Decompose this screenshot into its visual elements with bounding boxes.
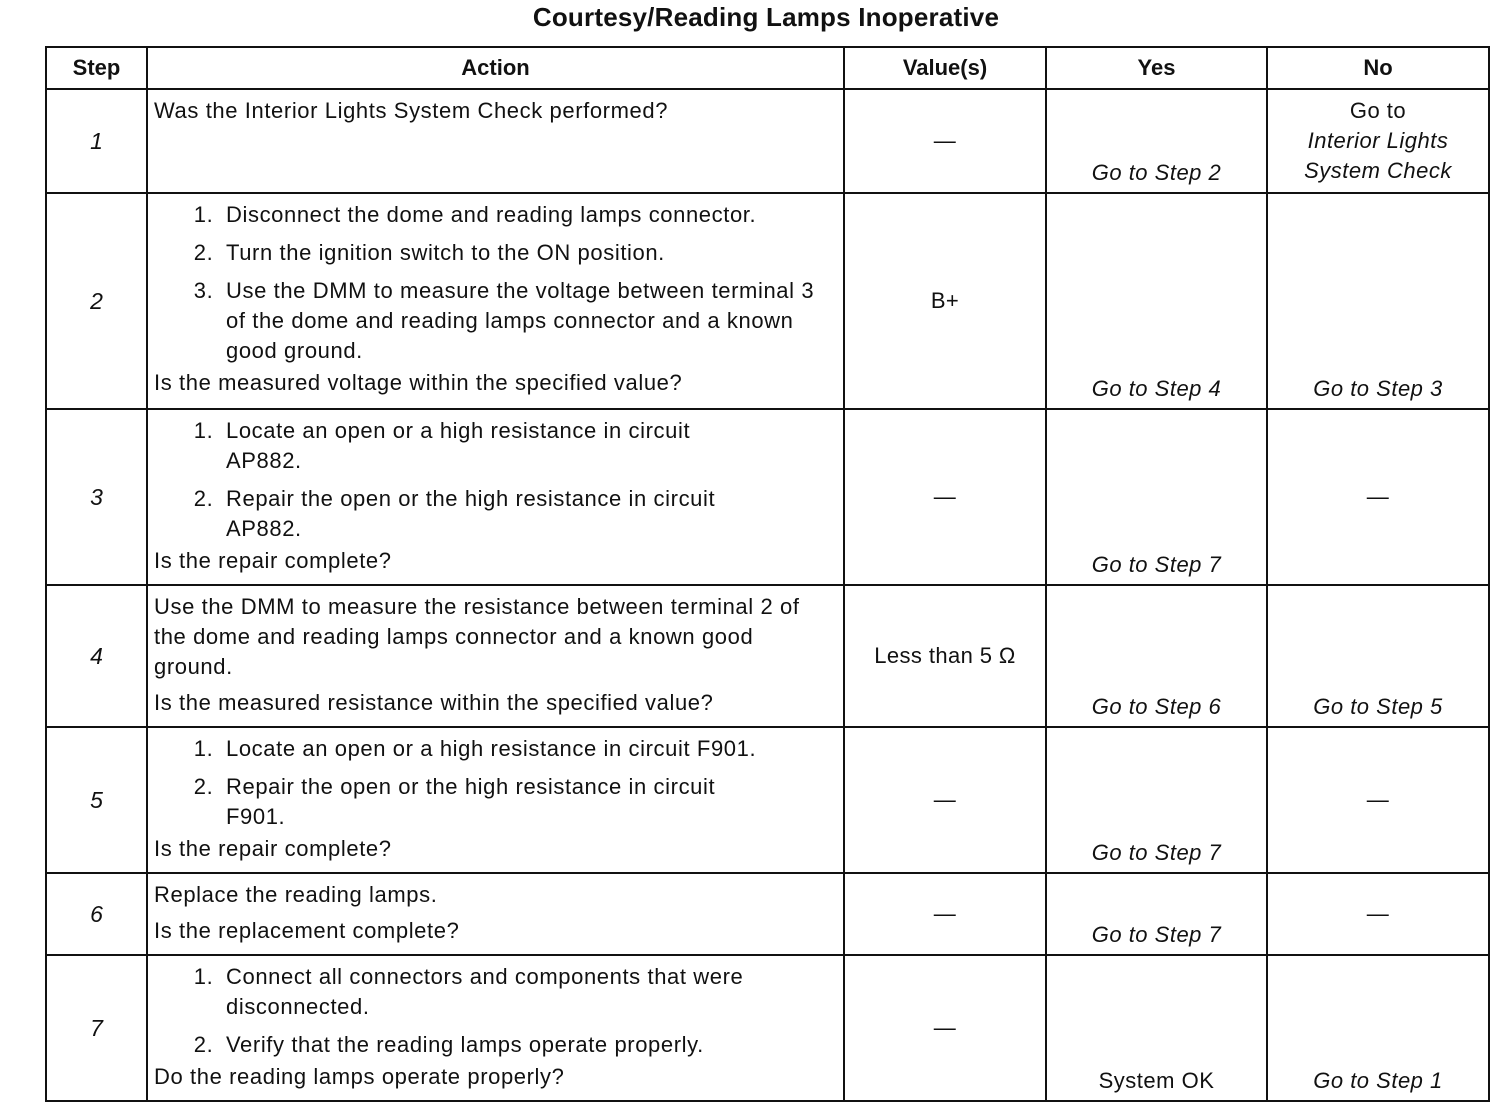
action-question: Do the reading lamps operate properly? <box>154 1064 565 1089</box>
table-row <box>46 409 1489 585</box>
action-cell <box>147 193 844 409</box>
no-cell: — <box>1267 409 1489 585</box>
action-question: Is the repair complete? <box>154 548 392 573</box>
diagnostic-table <box>45 46 1490 1102</box>
action-cell <box>147 585 844 727</box>
action-question: Is the measured resistance within the specified value? <box>154 690 714 715</box>
value-cell: — <box>844 409 1046 585</box>
yes-cell: Go to Step 7 <box>1046 409 1267 585</box>
step-number: 1 <box>46 89 147 193</box>
no-cell: Go to Step 5 <box>1267 585 1489 727</box>
action-text: Was the Interior Lights System Check performed? <box>154 98 669 123</box>
table-row <box>46 193 1489 409</box>
action-item: 2. Repair the open or the high resistance in circuit AP882. <box>220 484 716 544</box>
action-question: Is the measured voltage within the specified value? <box>154 370 683 395</box>
step-number: 5 <box>46 727 147 873</box>
table-row <box>46 873 1489 955</box>
page-title: Courtesy/Reading Lamps Inoperative <box>532 2 1000 32</box>
action-cell <box>147 955 844 1101</box>
action-item: 2. Turn the ignition switch to the ON position. <box>220 238 837 268</box>
table-row <box>46 955 1489 1101</box>
value-cell: — <box>844 955 1046 1101</box>
action-cell <box>147 727 844 873</box>
step-number: 6 <box>46 873 147 955</box>
value-cell: — <box>844 89 1046 193</box>
action-item: 1. Locate an open or a high resistance in circuit F901. <box>220 734 837 764</box>
value-cell: — <box>844 727 1046 873</box>
action-text: Replace the reading lamps. <box>154 882 438 907</box>
yes-cell: Go to Step 6 <box>1046 585 1267 727</box>
action-item: 2. Repair the open or the high resistance in circuit F901. <box>220 772 716 832</box>
action-item: 1. Disconnect the dome and reading lamps connector. <box>220 200 837 230</box>
no-cell: Go to Step 1 <box>1267 955 1489 1101</box>
yes-cell: System OK <box>1046 955 1267 1101</box>
table-row <box>46 89 1489 193</box>
header-yes: Yes <box>1046 47 1267 89</box>
no-prefix: Go to <box>1349 98 1407 123</box>
yes-cell: Go to Step 4 <box>1046 193 1267 409</box>
step-number: 7 <box>46 955 147 1101</box>
action-question: Is the replacement complete? <box>154 918 460 943</box>
header-action: Action <box>147 47 844 89</box>
yes-cell: Go to Step 7 <box>1046 873 1267 955</box>
header-row <box>46 47 1489 89</box>
no-cell: — <box>1267 873 1489 955</box>
step-number: 3 <box>46 409 147 585</box>
table-row <box>46 585 1489 727</box>
table-row <box>46 727 1489 873</box>
header-step: Step <box>46 47 147 89</box>
no-cell: Go to Step 3 <box>1267 193 1489 409</box>
header-values: Value(s) <box>844 47 1046 89</box>
yes-cell: Go to Step 2 <box>1046 89 1267 193</box>
yes-cell: Go to Step 7 <box>1046 727 1267 873</box>
value-cell: — <box>844 873 1046 955</box>
action-cell <box>147 409 844 585</box>
no-cell: — <box>1267 727 1489 873</box>
value-cell: Less than 5 Ω <box>844 585 1046 727</box>
action-item: 2. Verify that the reading lamps operate properly. <box>220 1030 837 1060</box>
action-item: 3. Use the DMM to measure the voltage between terminal 3 of the dome and reading lamps connector and a known good ground. <box>220 276 837 366</box>
action-cell <box>147 873 844 955</box>
action-text: Use the DMM to measure the resistance between terminal 2 of the dome and reading lamps connector and a known good ground. <box>154 594 800 679</box>
no-cell <box>1267 89 1489 193</box>
header-no: No <box>1267 47 1489 89</box>
action-cell <box>147 89 844 193</box>
step-number: 2 <box>46 193 147 409</box>
no-reference: Interior Lights System Check <box>1304 128 1452 183</box>
action-question: Is the repair complete? <box>154 836 392 861</box>
value-cell: B+ <box>844 193 1046 409</box>
action-item: 1. Locate an open or a high resistance in circuit AP882. <box>220 416 696 476</box>
action-item: 1. Connect all connectors and components that were disconnected. <box>220 962 826 1022</box>
step-number: 4 <box>46 585 147 727</box>
